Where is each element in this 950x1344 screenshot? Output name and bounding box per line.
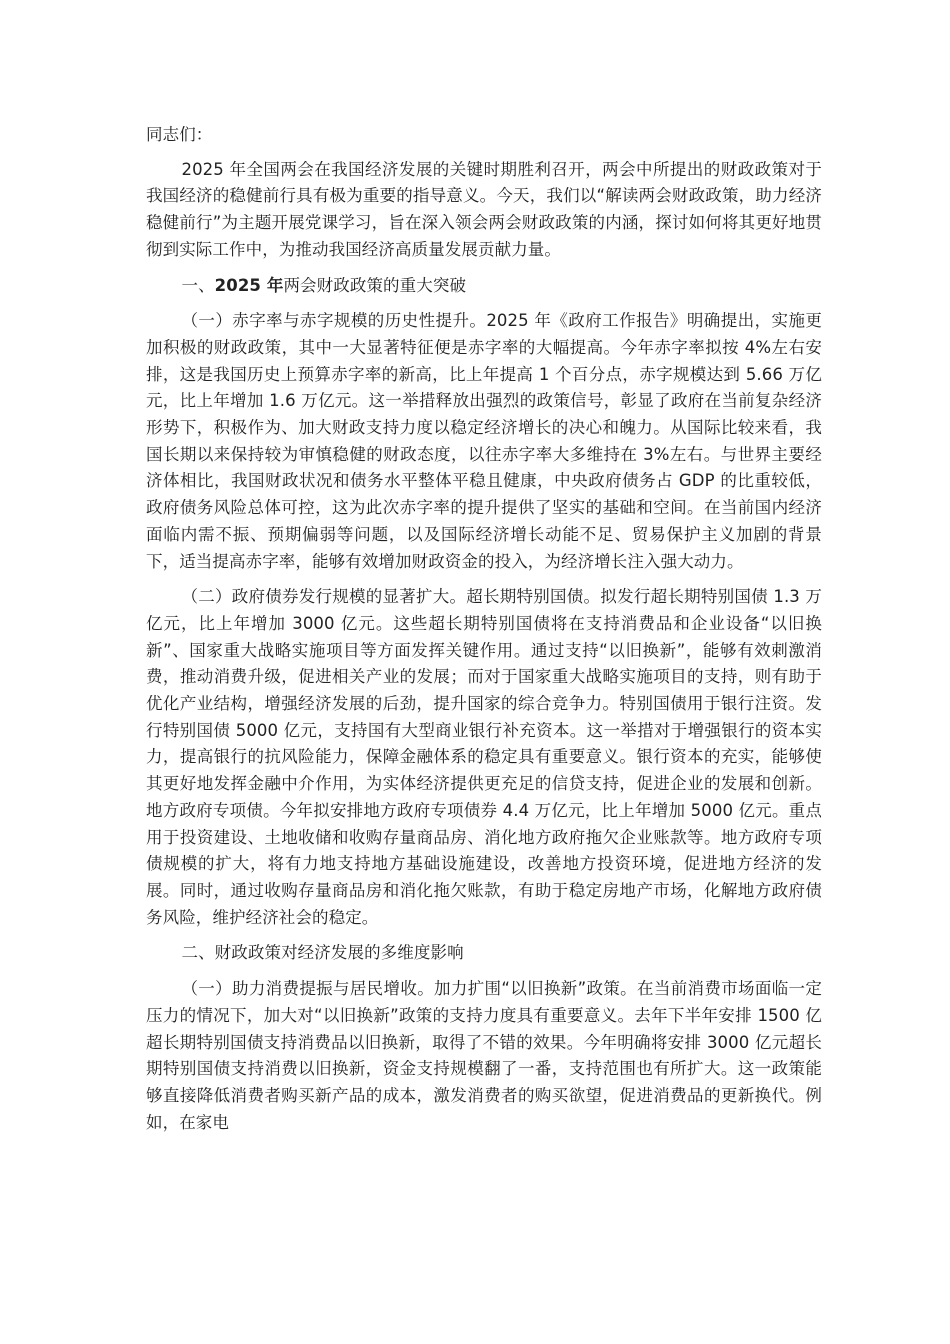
- section-1-paragraph-2: （二）政府债券发行规模的显著扩大。超长期特别国债。拟发行超长期特别国债 1.3 万亿元，比上年增加 3000 亿元。这些超长期特别国债将在支持消费品和企业设备“以旧换新”、国家重大战略实施项目等方面发挥关键作用。通过支持“以旧换新”，能够有效刺激消费，推动消费升级，促进相关产业的发展；而对于国家重大战略实施项目的支持，则有助于优化产业结构，增强经济发展的后劲，提升国家的综合竞争力。特别国债用于银行注资。发行特别国债 5000 亿元，支持国有大型商业银行补充资本。这一举措对于增强银行的资本实力，提高银行的抗风险能力，保障金融体系的稳定具有重要意义。银行资本的充实，能够使其更好地发挥金融中介作用，为实体经济提供更充足的信贷支持，促进企业的发展和创新。地方政府专项债。今年拟安排地方政府专项债券 4.4 万亿元，比上年增加 5000 亿元。重点用于投资建设、土地收储和收购存量商品房、消化地方政府拖欠企业账款等。地方政府专项债规模的扩大，将有力地支持地方基础设施建设，改善地方投资环境，促进地方经济的发展。同时，通过收购存量商品房和消化拖欠账款，有助于稳定房地产市场，化解地方政府债务风险，维护经济社会的稳定。: [146, 587, 822, 927]
- section-heading-1: [146, 273, 822, 300]
- section-heading-2: 二、财政政策对经济发展的多维度影响: [181, 943, 464, 963]
- section-heading-1-rest: 两会财政政策的重大突破: [283, 275, 467, 295]
- document-body: [146, 122, 822, 1145]
- intro-paragraph: 2025 年全国两会在我国经济发展的关键时期胜利召开，两会中所提出的财政政策对于我国经济的稳健前行具有极为重要的指导意义。今天，我们以“解读两会财政政策，助力经济稳健前行”为主题开展党课学习，旨在深入领会两会财政政策的内涵，探讨如何将其更好地贯彻到实际工作中，为推动我国经济高质量发展贡献力量。: [146, 159, 822, 259]
- salutation: 同志们：: [146, 125, 213, 144]
- section-1-paragraph-1: （一）赤字率与赤字规模的历史性提升。2025 年《政府工作报告》明确提出，实施更加积极的财政政策，其中一大显著特征便是赤字率的大幅提高。今年赤字率拟按 4%左右安排，这是我国历史上预算赤字率的新高，比上年提高 1 个百分点，赤字规模达到 5.66 万亿元，比上年增加 1.6 万亿元。这一举措释放出强烈的政策信号，彰显了政府在当前复杂经济形势下，积极作为、加大财政支持力度以稳定经济增长的决心和魄力。从国际比较来看，我国长期以来保持较为审慎稳健的财政态度，以往赤字率大多维持在 3%左右。与世界主要经济体相比，我国财政状况和债务水平整体平稳且健康，中央政府债务占 GDP 的比重较低，政府债务风险总体可控，这为此次赤字率的提升提供了坚实的基础和空间。在当前国内经济面临内需不振、预期偏弱等问题，以及国际经济增长动能不足、贸易保护主义加剧的背景下，适当提高赤字率，能够有效增加财政资金的投入，为经济增长注入强大动力。: [146, 311, 822, 571]
- section-heading-1-prefix: 一、: [181, 275, 215, 295]
- section-2-paragraph-1: （一）助力消费提振与居民增收。加力扩围“以旧换新”政策。在当前消费市场面临一定压力的情况下，加大对“以旧换新”政策的支持力度具有重要意义。去年下半年安排 1500 亿超长期特别国债支持消费品以旧换新，取得了不错的效果。今年明确将安排 3000 亿元超长期特别国债支持消费以旧换新，资金支持规模翻了一番，支持范围也有所扩大。这一政策能够直接降低消费者购买新产品的成本，激发消费者的购买欲望，促进消费品的更新换代。例如，在家电: [146, 979, 822, 1132]
- section-heading-1-bold: 2025 年: [214, 275, 284, 295]
